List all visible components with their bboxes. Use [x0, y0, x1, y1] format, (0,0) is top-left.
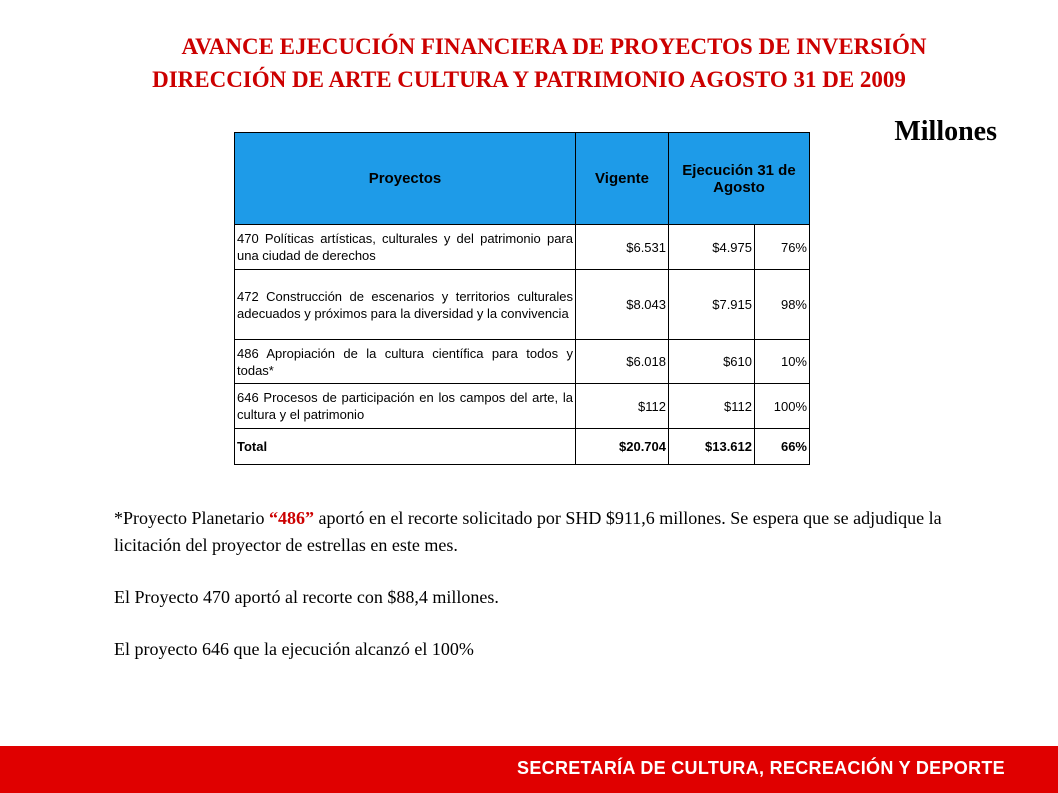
page-title [0, 30, 1058, 96]
percent-value: 98% [755, 270, 810, 340]
project-name: 646 Procesos de participación en los campos del arte, la cultura y el patrimonio [235, 384, 576, 429]
percent-value: 100% [755, 384, 810, 429]
table-row [235, 384, 810, 429]
total-percent: 66% [755, 429, 810, 465]
header-ejecucion: Ejecución 31 de Agosto [669, 133, 810, 225]
title-line-1: AVANCE EJECUCIÓN FINANCIERA DE PROYECTOS DE INVERSIÓN [181, 34, 927, 59]
header-proyectos: Proyectos [235, 133, 576, 225]
table-header-row [235, 133, 810, 225]
vigente-value: $6.531 [576, 225, 669, 270]
table-row [235, 340, 810, 384]
percent-value: 10% [755, 340, 810, 384]
units-label: Millones [894, 116, 997, 147]
note-1-text: *Proyecto Planetario [114, 508, 269, 528]
table-row [235, 225, 810, 270]
total-row [235, 429, 810, 465]
percent-value: 76% [755, 225, 810, 270]
note-646: El proyecto 646 que la ejecución alcanzó el 100% [114, 639, 474, 659]
total-vigente: $20.704 [576, 429, 669, 465]
note-470: El Proyecto 470 aportó al recorte con $88,4 millones. [114, 587, 499, 607]
ejecucion-value: $610 [669, 340, 755, 384]
header-vigente: Vigente [576, 133, 669, 225]
notes-section [114, 505, 994, 663]
vigente-value: $8.043 [576, 270, 669, 340]
note-planetario [114, 505, 994, 559]
footer-org-name: SECRETARÍA DE CULTURA, RECREACIÓN Y DEPORTE [517, 758, 1005, 778]
table-row [235, 270, 810, 340]
vigente-value: $112 [576, 384, 669, 429]
total-label: Total [235, 429, 576, 465]
total-ejecucion: $13.612 [669, 429, 755, 465]
project-name: 470 Políticas artísticas, culturales y del patrimonio para una ciudad de derechos [235, 225, 576, 270]
projects-table [234, 132, 810, 465]
project-name: 472 Construcción de escenarios y territorios culturales adecuados y próximos para la diversidad y la convivencia [235, 270, 576, 340]
footer-bar [0, 746, 1058, 793]
ejecucion-value: $7.915 [669, 270, 755, 340]
note-1-text-end: aportó en el recorte solicitado por SHD $911,6 millones. Se espera que se adjudique la licitación del proyector de estrellas en este mes. [114, 508, 942, 555]
vigente-value: $6.018 [576, 340, 669, 384]
note-1-highlight: “486” [268, 508, 314, 528]
title-line-2: DIRECCIÓN DE ARTE CULTURA Y PATRIMONIO AGOSTO 31 DE 2009 [152, 67, 906, 92]
ejecucion-value: $4.975 [669, 225, 755, 270]
project-name: 486 Apropiación de la cultura científica para todos y todas* [235, 340, 576, 384]
ejecucion-value: $112 [669, 384, 755, 429]
